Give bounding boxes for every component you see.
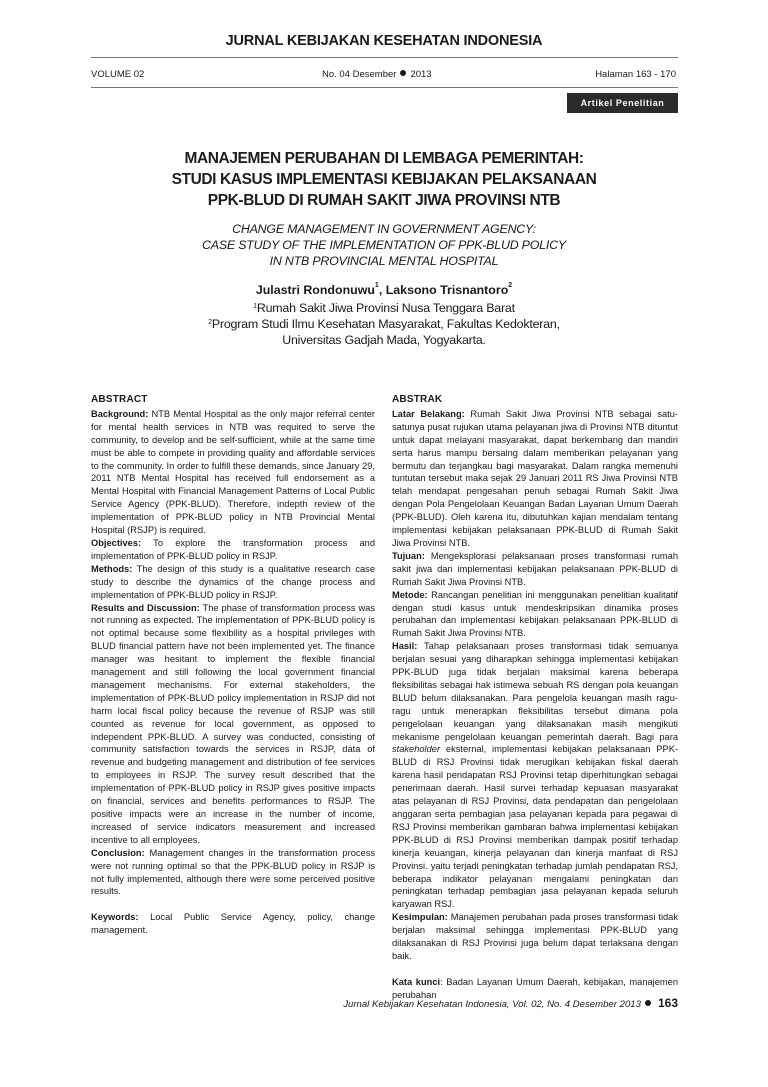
kesimpulan-label: Kesimpulan: xyxy=(392,912,448,923)
paper-title xyxy=(100,148,668,211)
affiliation-1 xyxy=(100,300,668,316)
hasil-label: Hasil: xyxy=(392,641,418,652)
author-separator: , xyxy=(378,283,386,297)
affiliation-2-sup: 2 xyxy=(208,319,212,326)
author-list xyxy=(100,283,668,297)
journal-meta-row xyxy=(91,69,678,81)
page-range: Halaman 163 - 170 xyxy=(595,69,676,80)
hasil-text-a: Tahap pelaksanaan proses transformasi tidak semuanya berjalan sesuai yang diharapkan sehingga implementasi kebijakan PPK-BLUD juga tidak berjalan maksimal karena beberapa fleksibilitas sebagai hak istimewa sebuah RS dengan pola keuangan BLUD belum dilaksanakan. Para pengelola keuangan masih ragu-ragu untuk menerapkan fleksibilitas tersebut dimana pola pengelolaan keuangan yang dilaksanakan masih mengikuti mekanisme pengelolaan keuangan pemerintah daerah. Bagi para xyxy=(392,641,678,742)
subtitle-line-1: CHANGE MANAGEMENT IN GOVERNMENT AGENCY: xyxy=(232,222,536,236)
affiliations xyxy=(100,300,668,348)
title-line-1: MANAJEMEN PERUBAHAN DI LEMBAGA PEMERINTAH: xyxy=(184,150,584,167)
article-type-badge: Artikel Penelitian xyxy=(567,93,678,113)
abstract-english xyxy=(91,394,375,937)
methods-text: The design of this study is a qualitative research case study to describe the dynamics of the change process and implementation of PPK-BLUD policy in RSJP. xyxy=(91,563,375,600)
issue-label xyxy=(322,69,432,80)
methods-label: Methods: xyxy=(91,563,133,574)
abstract-conclusion xyxy=(91,847,375,899)
abstract-results xyxy=(91,602,375,847)
abstract-background xyxy=(91,408,375,537)
abstrak-latar xyxy=(392,408,678,550)
latar-text: Rumah Sakit Jiwa Provinsi NTB sebagai satu-satunya pusat rujukan utama pelayanan jiwa di Provinsi NTB dituntut untuk dapat melayani masyarakat, dapat berkembang dan mandiri serta harus mampu bersaing dalam memberikan pelayanan yang bermutu dan terjangkau bagi masyarakat. Dalam rangka memenuhi tuntutan tersebut maka sejak 29 Januari 2011 RS Jiwa Provinsi NTB telah mendapat pengesahan penuh sebagai Rumah Sakit Jiwa dengan Pola Pengelolaan Keuangan Badan Layanan Umum Daerah (PPK-BLUD). Oleh karena itu, dibutuhkan kajian mendalam tentang implementasi kebijakan pelaksanaan PPK-BLUD di Rumah Sakit Jiwa Provinsi NTB. xyxy=(392,408,679,548)
journal-title: JURNAL KEBIJAKAN KESEHATAN INDONESIA xyxy=(225,33,543,49)
affiliation-1-sup: 1 xyxy=(253,303,257,310)
affiliation-2 xyxy=(100,316,668,332)
latar-label: Latar Belakang: xyxy=(392,408,465,419)
background-text: NTB Mental Hospital as the only major referral center for mental health services in NTB was required to serve the community, to develop and be self-sufficient, while at the same time must be able to compete in providing quality and affordable services to the community. In order to fulfill these demands, since January 29, 2011 NTB Mental Hospital has received full endorsement as a Mental Hospital with Financial Management Patterns of Local Public Service Agency (PPK-BLUD). Therefore, indepth review of the implementation of PPK-BLUD policy in NTB Provincial Mental Hospital (RSJP) is required. xyxy=(91,408,375,536)
affiliation-2-cont: Universitas Gadjah Mada, Yogyakarta. xyxy=(282,333,486,347)
hasil-italic: stakeholder xyxy=(392,744,441,755)
abstrak-tujuan xyxy=(392,550,678,589)
results-label: Results and Discussion: xyxy=(91,602,200,613)
header-rule-bottom xyxy=(91,87,678,88)
footer-citation: Jurnal Kebijakan Kesehatan Indonesia, Vol. 02, No. 4 Desember 2013 xyxy=(343,999,641,1010)
conclusion-text: Management changes in the transformation process were not running optimal so that the PPK-BLUD policy in RSJP is not fully implemented, although there were some perceived positive results. xyxy=(91,847,375,897)
abstrak-indonesian xyxy=(392,394,678,1002)
keywords-label: Keywords: xyxy=(91,912,139,923)
abstract-heading: ABSTRACT xyxy=(91,394,148,405)
abstrak-hasil xyxy=(392,640,678,911)
affiliation-1-text: Rumah Sakit Jiwa Provinsi Nusa Tenggara Barat xyxy=(256,301,515,315)
author-1-sup: 1 xyxy=(374,282,379,289)
metode-label: Metode: xyxy=(392,589,428,600)
title-line-3: PPK-BLUD DI RUMAH SAKIT JIWA PROVINSI NTB xyxy=(207,192,561,209)
subtitle-line-2: CASE STUDY OF THE IMPLEMENTATION OF PPK-BLUD POLICY xyxy=(202,238,566,252)
kata-kunci-label: Kata kunci xyxy=(392,976,441,987)
abstrak-metode xyxy=(392,589,678,641)
author-2-sup: 2 xyxy=(508,282,513,289)
abstract-keywords xyxy=(91,911,375,937)
affiliation-2-text: Program Studi Ilmu Kesehatan Masyarakat, Fakultas Kedokteran, xyxy=(211,317,560,331)
footer-bullet-icon xyxy=(645,1000,651,1006)
keywords-text: Local Public Service Agency, policy, change management. xyxy=(91,912,375,936)
abstract-methods xyxy=(91,563,375,602)
tujuan-text: Mengeksplorasi pelaksanaan proses transformasi rumah sakit jiwa dan implementasi kebijakan pelaksanaan PPK-BLUD di Rumah Sakit Jiwa Provinsi NTB. xyxy=(392,550,678,587)
abstrak-heading: ABSTRAK xyxy=(392,394,443,405)
kata-kunci-text: : Badan Layanan Umum Daerah, kebijakan, manajemen perubahan xyxy=(392,976,679,1000)
background-label: Background: xyxy=(91,408,149,419)
header-rule-top xyxy=(91,57,678,58)
volume-label: VOLUME 02 xyxy=(91,69,145,80)
kesimpulan-text: Manajemen perubahan pada proses transformasi tidak berjalan maksimal sehingga implementasi PPK-BLUD yang dilaksanakan di RSJ Provinsi juga belum dapat terlaksana dengan baik. xyxy=(392,912,678,961)
tujuan-label: Tujuan: xyxy=(392,550,425,561)
abstract-objectives xyxy=(91,537,375,563)
objectives-text: To explore the transformation process and implementation of PPK-BLUD policy in RSJP. xyxy=(91,537,375,561)
bullet-dot-icon xyxy=(400,70,406,76)
metode-text: Rancangan penelitian ini menggunakan penelitian kualitatif dengan studi kasus untuk mendeskripsikan dinamika proses perubahan dan implementasi kebijakan pelaksanaan PPK-BLUD di Rumah Sakit Jiwa Provinsi NTB. xyxy=(392,589,678,639)
hasil-text-b: eksternal, implementasi kebijakan pelaksanaan PPK-BLUD di RSJ Provinsi tidak merugikan kebijakan fiskal daerah karena hasil pendapatan RSJ Provinsi tetap diperhitungkan sebagai penerimaan daerah. Hasil survei terhadap kepuasan masyarakat atas pelayanan di RSJ Provinsi, data pendapatan dan pengelolaan anggaran serta pembagian jasa pelayanan kepada para pegawai di RSJ Provinsi memberikan gambaran bahwa implementasi kebijakan PPK-BLUD di RSJ Provinsi memberikan dampak positif terhadap kinerja keuangan, kinerja pelayanan dan kinerja manfaat di RSJ Provinsi. yaitu terjadi peningkatan terhadap jumlah pendapatan RSJ, beberapa indikator pelayanan mengalami peningkatan dan peningkatan terhadap pembagian jasa pelayanan kepada seluruh karyawan RSJ. xyxy=(392,744,678,910)
page-footer xyxy=(343,996,678,1010)
page-number: 163 xyxy=(657,996,678,1010)
author-2: Laksono Trisnantoro xyxy=(385,283,509,297)
subtitle-line-3: IN NTB PROVINCIAL MENTAL HOSPITAL xyxy=(269,254,499,268)
title-line-2: STUDI KASUS IMPLEMENTASI KEBIJAKAN PELAKSANAAN xyxy=(171,171,597,188)
abstrak-kesimpulan xyxy=(392,911,678,963)
issue-year: 2013 xyxy=(410,69,432,80)
objectives-label: Objectives: xyxy=(91,537,142,548)
issue-number: No. 04 Desember xyxy=(322,69,397,80)
paper-subtitle xyxy=(100,221,668,269)
results-text: The phase of transformation process was not running as expected. The implementation of PPK-BLUD policy is not optimal because some flexibility as a hospital privileges with BLUD financial pattern have not been implemented yet. The finance manager was hesitant to implement the flexible financial management and still following the local government financial management mechanisms. For external stakeholders, the implementation of PPK-BLUD policy implementation in RSJP did not harm local fiscal policy because the revenue of RSJP was still counted as revenue for local government, as opposed to independent PPK-BLUD. A survey was conducted, consisting of community satisfaction towards the services in RSJP, data of revenue and budgeting management and distribution of fee services to employees in RSJP. The survey result described that the implementation of PPK-BLUD policy in RSJP gives positive impacts on financial, services and benefits performances to RSJP. The positive impacts were an increase in the number of income, increased of service indicators measurement and increased incentive to all employees. xyxy=(91,602,375,845)
conclusion-label: Conclusion: xyxy=(91,847,145,858)
author-1: Julastri Rondonuwu xyxy=(255,283,375,297)
